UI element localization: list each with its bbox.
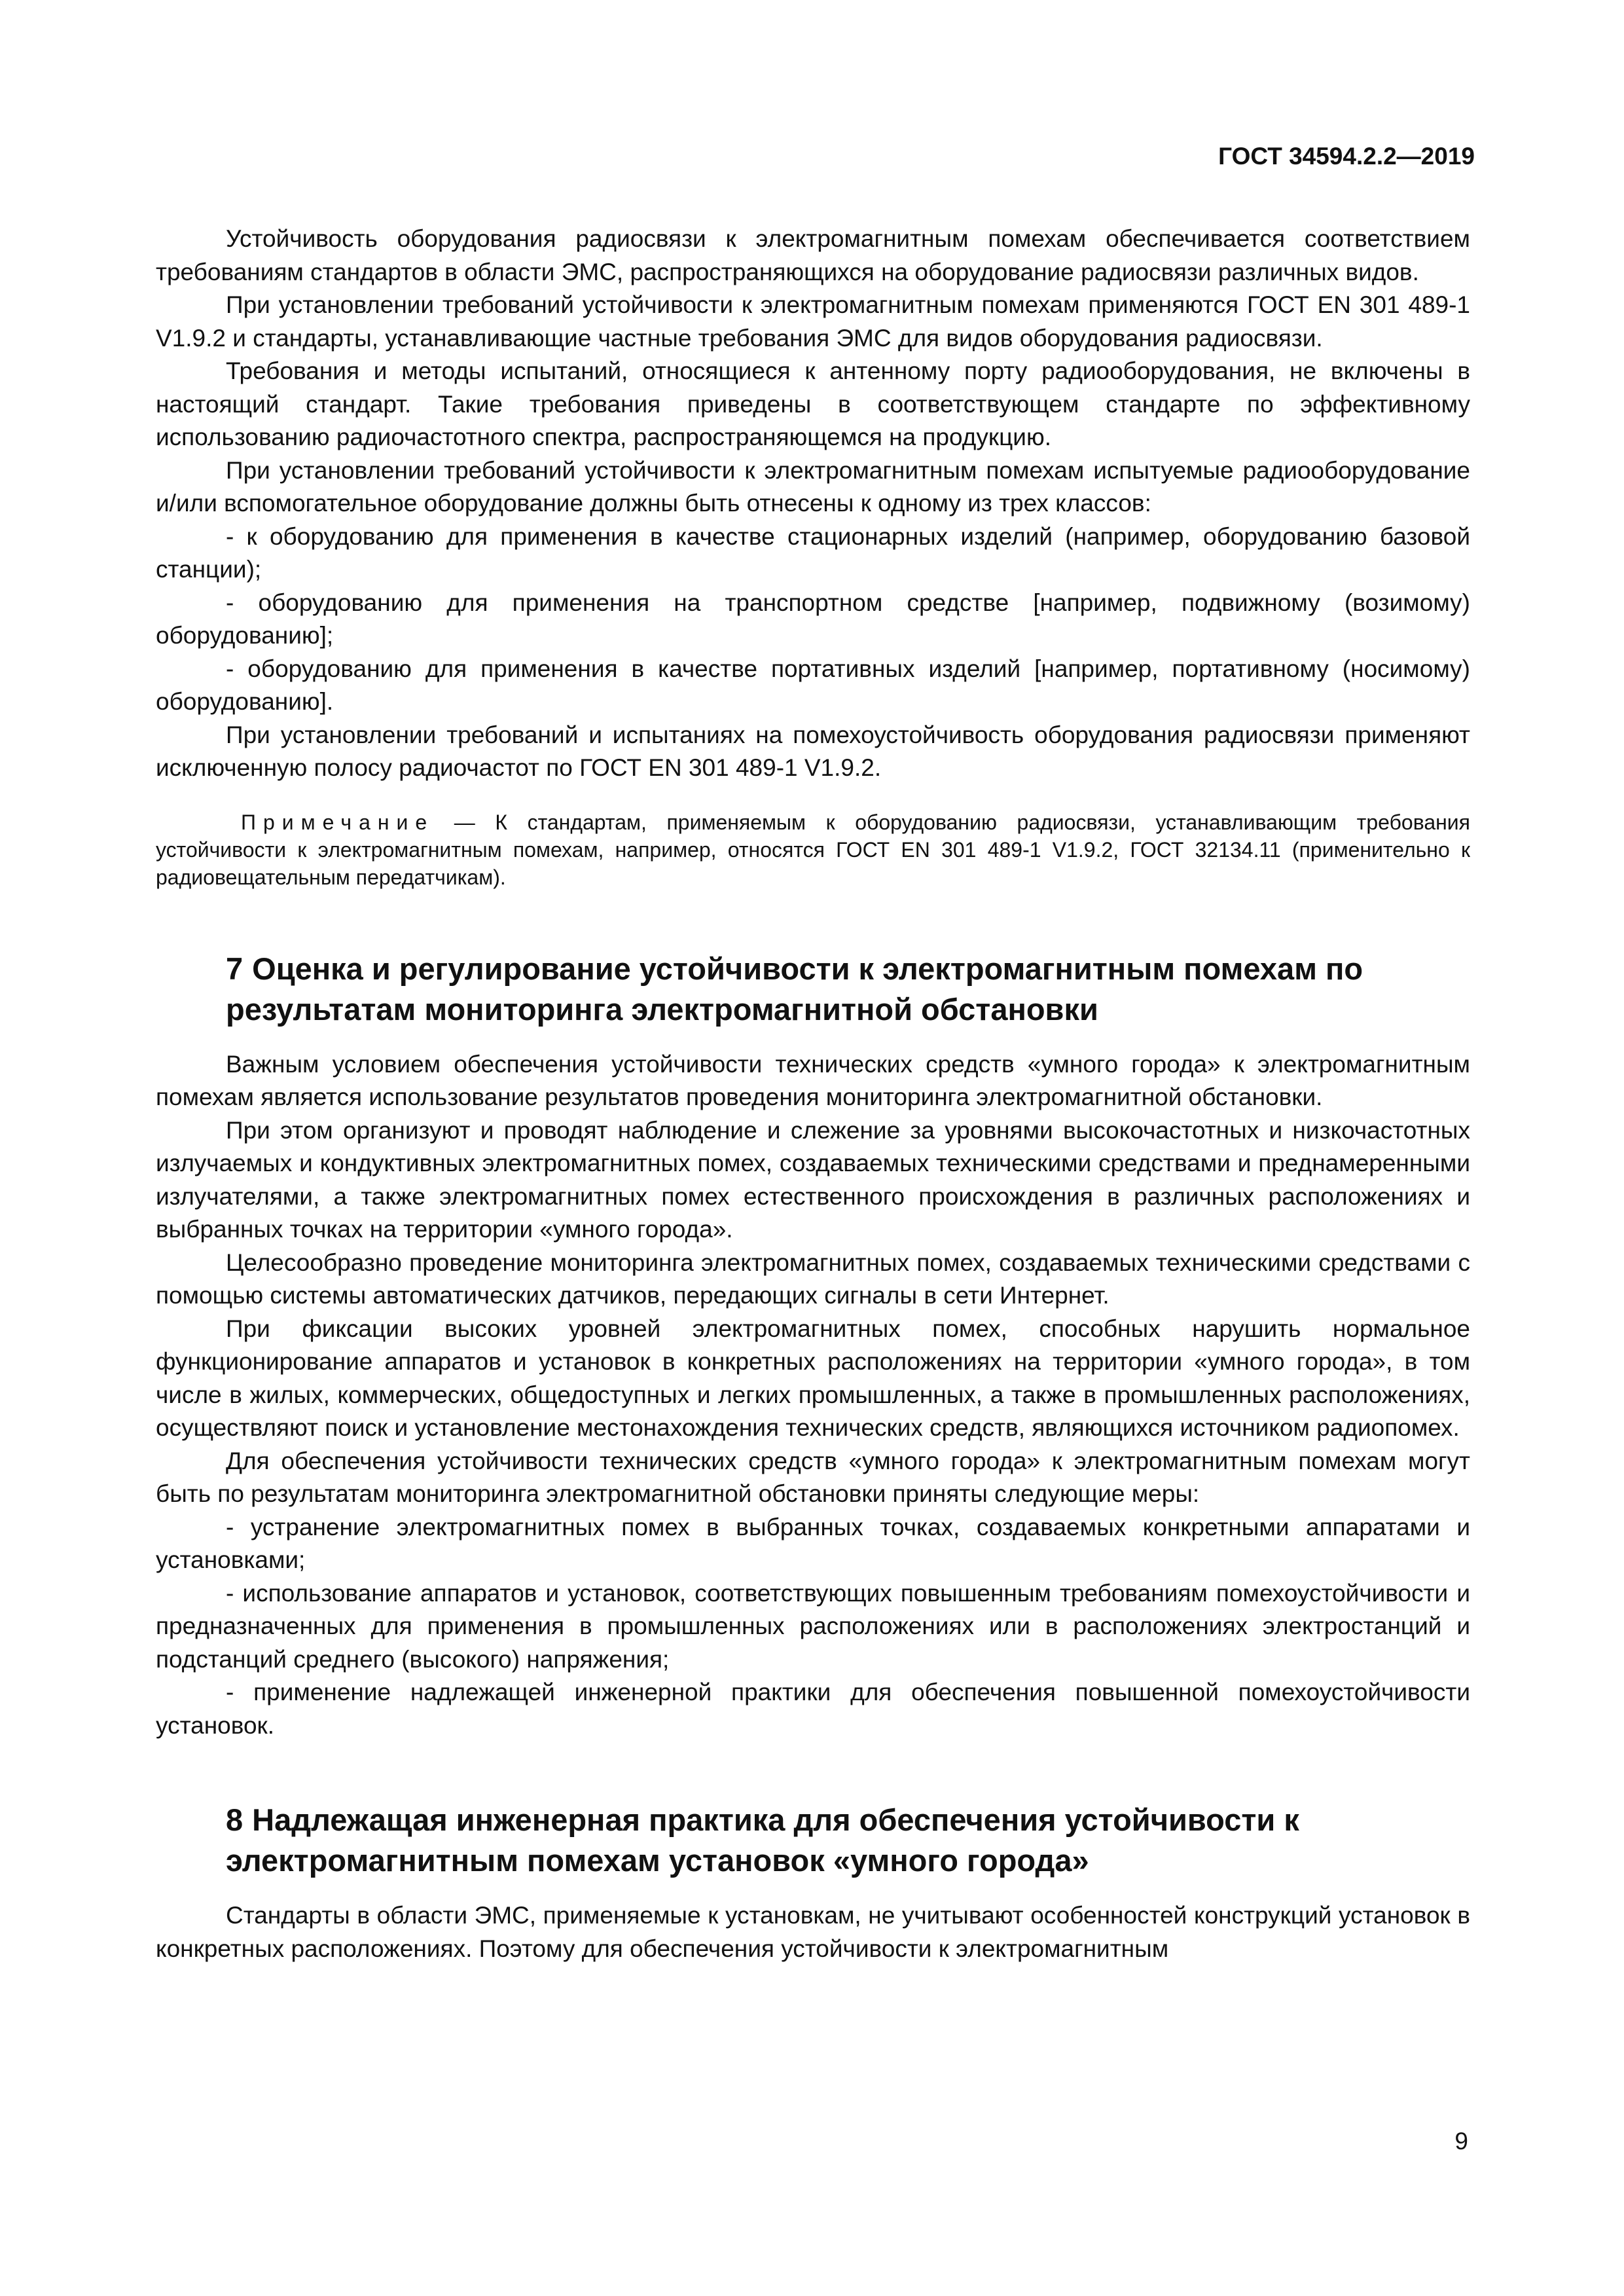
section-number: 8	[226, 1802, 244, 1837]
list-item: - устранение электромагнитных помех в выбранных точках, создаваемых конкретными аппаратами и установками;	[156, 1513, 1470, 1573]
list-item: - к оборудованию для применения в качестве стационарных изделий (например, оборудованию базовой станции);	[156, 522, 1470, 583]
section-heading-8	[156, 1800, 1470, 1881]
page-body	[156, 223, 1470, 1965]
paragraph: При установлении требований устойчивости к электромагнитным помехам испытуемые радиооборудование и/или вспомогательное оборудование должны быть отнесены к одному из трех классов:	[156, 456, 1470, 517]
paragraph: Требования и методы испытаний, относящиеся к антенному порту радиооборудования, не включены в настоящий стандарт. Такие требования приведены в соответствующем стандарте по эффективному использованию радиочастотного спектра, распространяющемся на продукцию.	[156, 357, 1470, 450]
section-number: 7	[226, 951, 244, 986]
note	[156, 809, 1470, 891]
paragraph: Целесообразно проведение мониторинга электромагнитных помех, создаваемых техническими средствами с помощью системы автоматических датчиков, передающих сигналы в сети Интернет.	[156, 1248, 1470, 1309]
section-title: Надлежащая инженерная практика для обеспечения устойчивости к электромагнитным помехам установок «умного города»	[226, 1802, 1299, 1878]
list-item: - использование аппаратов и установок, соответствующих повышенным требованиям помехоустойчивости и предназначенных для применения в промышленных расположениях или в расположениях электростанций и подстанций среднего (высокого) напряжения;	[156, 1579, 1470, 1673]
section-title: Оценка и регулирование устойчивости к электромагнитным помехам по результатам мониторинга электромагнитной обстановки	[226, 951, 1363, 1027]
paragraph: Устойчивость оборудования радиосвязи к электромагнитным помехам обеспечивается соответствием требованиям стандартов в области ЭМС, распространяющихся на оборудование радиосвязи различных видов.	[156, 225, 1470, 285]
paragraph: Стандарты в области ЭМС, применяемые к установкам, не учитывают особенностей конструкций установок в конкретных расположениях. Поэтому для обеспечения устойчивости к электромагнитным	[156, 1902, 1470, 1962]
paragraph: При установлении требований устойчивости к электромагнитным помехам применяются ГОСТ EN 301 489-1 V1.9.2 и стандарты, устанавливающие частные требования ЭМС для видов оборудования радиосвязи.	[156, 291, 1470, 352]
note-label: Примечание	[241, 810, 435, 834]
list-item: - оборудованию для применения на транспортном средстве [например, подвижному (возимому) оборудованию];	[156, 589, 1470, 649]
paragraph: Для обеспечения устойчивости технических средств «умного города» к электромагнитным помехам могут быть по результатам мониторинга электромагнитной обстановки приняты следующие меры:	[156, 1447, 1470, 1507]
list-item: - применение надлежащей инженерной практики для обеспечения повышенной помехоустойчивости установок.	[156, 1679, 1470, 1739]
paragraph: При этом организуют и проводят наблюдение и слежение за уровнями высокочастотных и низкочастотных излучаемых и кондуктивных электромагнитных помех, создаваемых техническими средствами и преднамеренными излучателями, а также электромагнитных помех естественного происхождения в различных расположениях и выбранных точках на территории «умного города».	[156, 1116, 1470, 1243]
page-number: 9	[1454, 2128, 1468, 2155]
paragraph: При фиксации высоких уровней электромагнитных помех, способных нарушить нормальное функционирование аппаратов и установок в конкретных расположениях на территории «умного города», в том числе в жилых, коммерческих, общедоступных и легких промышленных, а также в промышленных расположениях, осуществляют поиск и установление местонахождения технических средств, являющихся источником радиопомех.	[156, 1315, 1470, 1441]
note-text: — К стандартам, применяемым к оборудованию радиосвязи, устанавливающим требования устойчивости к электромагнитным помехам, например, относятся ГОСТ EN 301 489-1 V1.9.2, ГОСТ 32134.11 (применительно к радиовещательным передатчикам).	[156, 810, 1470, 889]
section-heading-7	[156, 949, 1470, 1030]
document-code: ГОСТ 34594.2.2—2019	[1218, 143, 1475, 170]
paragraph: При установлении требований и испытаниях на помехоустойчивость оборудования радиосвязи применяют исключенную полосу радиочастот по ГОСТ EN 301 489-1 V1.9.2.	[156, 721, 1470, 781]
paragraph: Важным условием обеспечения устойчивости технических средств «умного города» к электромагнитным помехам является использование результатов проведения мониторинга электромагнитной обстановки.	[156, 1050, 1470, 1110]
list-item: - оборудованию для применения в качестве портативных изделий [например, портативному (носимому) оборудованию].	[156, 655, 1470, 715]
